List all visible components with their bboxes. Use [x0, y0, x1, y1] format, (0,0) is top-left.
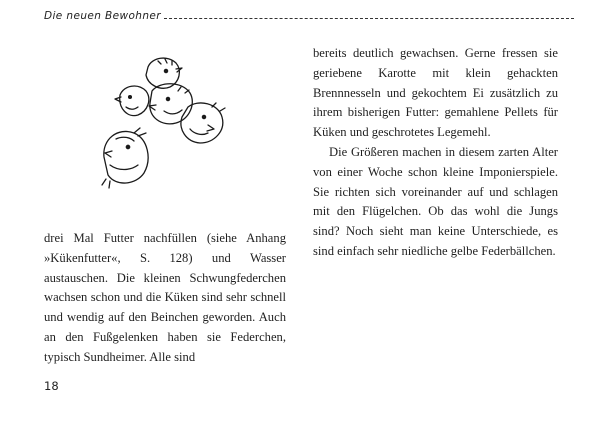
right-paragraph-2: Die Größeren machen in diesem zarten Alter von einer Woche schon kleine Imponierspiele. Sie richten sich voreinander auf und schlagen mit den Flügelchen. Ob das wohl die Jungs sind? Noch sieht man keine Unterschiede, es sind einfach sehr niedliche gelbe Federbällchen.	[313, 144, 558, 258]
left-column-text	[44, 229, 286, 368]
right-paragraph-1: bereits deutlich gewachsen. Gerne fressen sie geriebene Karotte mit klein gehackten Brennnesseln und gekochtem Ei zusätzlich zu ihrem bisherigen Futter: gemahlene Pellets für Küken und geschrotetes Legemehl.	[313, 46, 558, 140]
page-number: 18	[44, 379, 59, 393]
chicks-sketch-icon	[90, 47, 260, 197]
chapter-title: Die neuen Bewohner	[44, 10, 161, 22]
left-paragraph: drei Mal Futter nachfüllen (siehe Anhang »Kükenfutter«, S. 128) und Wasser austauschen. Die kleinen Schwungfederchen wachsen schon und die Küken sind sehr schnell und wendig auf den Beinchen geworden. Auch an den Fußgelenken haben sie Federchen, typisch Sundheimer. Alle sind	[44, 231, 286, 364]
running-header	[44, 8, 574, 28]
right-column-text	[313, 44, 558, 262]
header-dashed-rule	[164, 18, 574, 19]
